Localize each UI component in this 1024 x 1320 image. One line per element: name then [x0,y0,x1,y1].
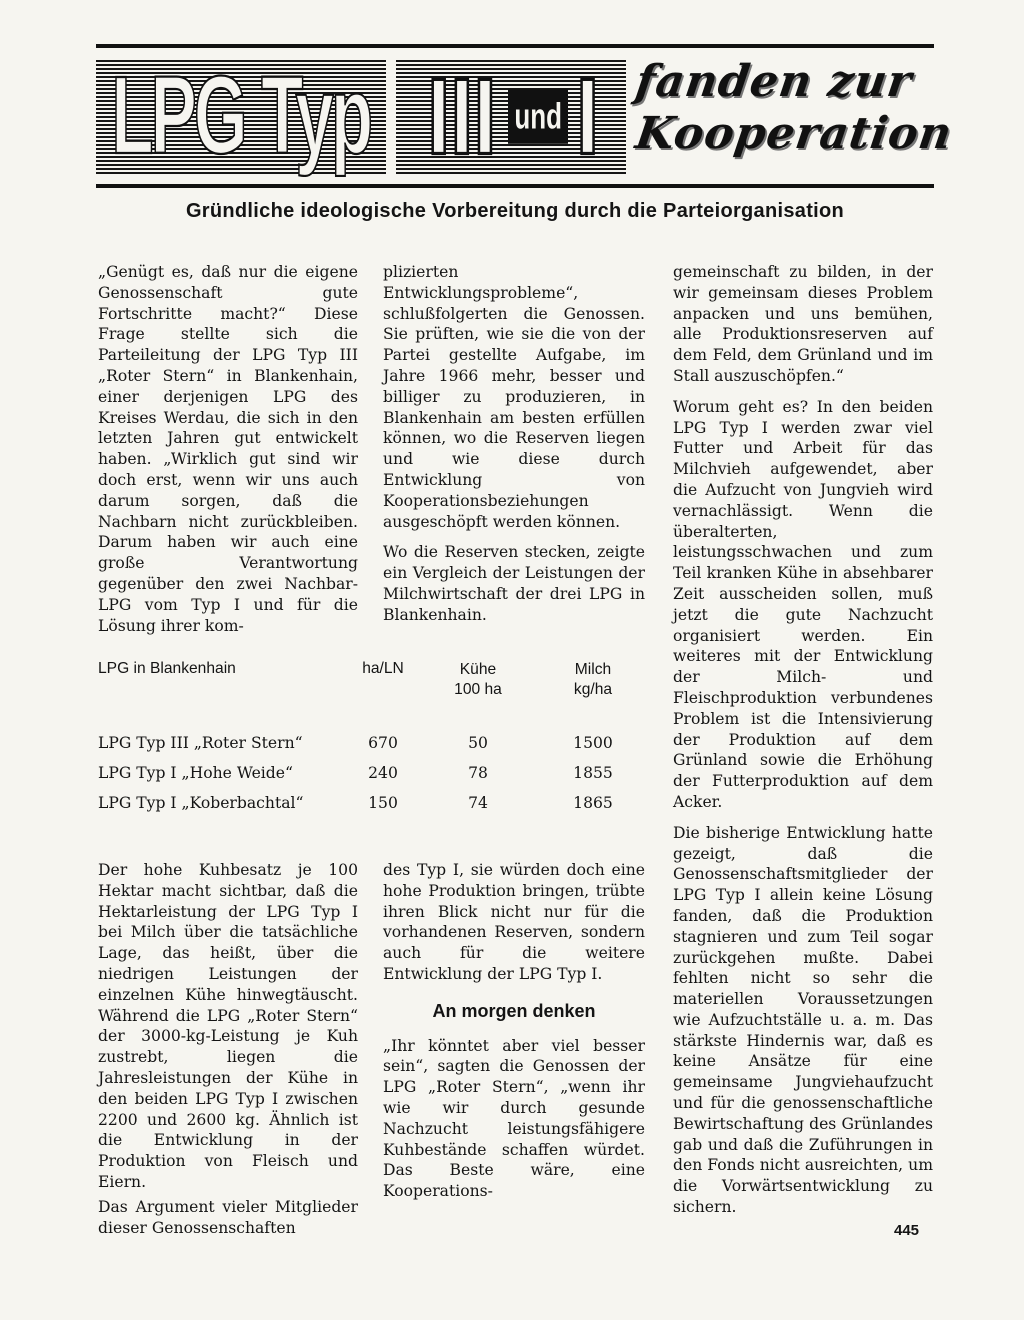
column-1-bottom [98,860,358,1248]
paragraph: des Typ I, sie würden doch eine hohe Produktion bringen, trübte ihren Blick nicht nur für die vorhandenen Reserven, sondern auch für die weitere Entwicklung der LPG Typ I. [383,861,645,983]
header-title-lpg-typ: LPG Typ [111,53,371,177]
header-script-line-2: Kooperation [632,108,956,159]
column-1-top [98,262,358,646]
table-cell-kuehe: 74 [468,794,488,812]
paragraph: „Ihr könntet aber viel besser sein“, sagten die Genossen der LPG „Roter Stern“, „wenn ihr wie wir durch gesunde Nachzucht leistungsfähigere Kuhbestände schaffen würdet. Das Beste wäre, eine Kooperations- [383,1036,645,1201]
table-cell-name: LPG Typ I „Koberbachtal“ [98,794,304,812]
column-2-bottom [383,860,645,1212]
paragraph: gemeinschaft zu bilden, in der wir gemeinsam dieses Problem anpacken und uns bemühen, alle Produktionsreserven auf dem Feld, dem Grünland und im Stall auszuschöpfen.“ [673,263,933,385]
table-header-kuehe [438,660,518,700]
table-cell-milch: 1500 [573,734,613,752]
header-stripe-block-middle [396,54,626,176]
table-cell-name: LPG Typ III „Roter Stern“ [98,734,303,752]
table-row [98,794,638,824]
table-row [98,764,638,794]
table-cell-kuehe: 50 [468,734,488,752]
table-cell-ha: 240 [368,764,398,782]
header-script-line-1: fanden zur [632,56,916,107]
paragraph: plizierten Entwicklungsprobleme“, schlußfolgerten die Genossen. Sie prüften, wie sie die von der Partei gestellte Aufgabe, im Jahre 1966 mehr, besser und billiger zu produzieren, in Blankenhain am besten erfüllen können, wo die Reserven liegen und wie diese durch Entwicklung von Kooperationsbeziehungen ausgeschöpft werden können. [383,263,645,531]
article-header-banner [96,44,956,188]
table-header-name: LPG in Blankenhain [98,660,236,677]
article-subtitle: Gründliche ideologische Vorbereitung durch die Parteiorganisation [185,200,845,222]
table-header-milch-line1: Milch [574,661,612,678]
milk-comparison-table [98,660,638,824]
paragraph: Die bisherige Entwicklung hatte gezeigt, daß die Genossenschaftsmitglieder der LPG Typ I allein keine Lösung fanden, daß die Produktion stagnieren und zum Teil sogar zurückgehen mußte. Dabei fehlten nicht so sehr die materiellen Voraussetzungen wie Aufzuchtställe u. a. m. Das stärkste Hindernis war, daß es keine Ansätze für eine gemeinsame Jungviehaufzucht und für die genossenschaftliche Bewirtschaftung des Grünlandes gab und daß die Zuführungen in den Fonds nicht ausreichten, um die Vorwärtsentwicklung zu sichern. [673,823,933,1217]
paragraph: Worum geht es? In den beiden LPG Typ I werden zwar viel Futter und Arbeit für das Milchvieh aufgewendet, aber die Aufzucht von Jungvieh wird vernachlässigt. Wenn die überalterten, leistungsschwachen und zum Teil kranken Kühe in absehbarer Zeit ausscheiden sollen, muß jetzt die gute Nachzucht organisiert werden. Ein weiteres mit der Entwicklung der Milch- und Fleischproduktion verbundenes Problem ist die Intensivierung der Produktion auf dem Grünland sowie die Erhöhung der Futterproduktion auf dem Acker. [673,397,933,811]
table-cell-name: LPG Typ I „Hohe Weide“ [98,764,293,782]
table-cell-ha: 670 [368,734,398,752]
paragraph: Das Argument vieler Mitglieder dieser Genossenschaften [98,1197,358,1237]
paragraph: „Genügt es, daß nur die eigene Genossenschaft gute Fortschritte macht?“ Diese Frage stellte sich die Parteileitung der LPG Typ III „Roter Stern“ in Blankenhain, einer derjenigen LPG des Kreises Werdau, die sich in den letzten Jahren gut entwickelt haben. „Wirklich gut sind wir doch erst, wenn wir uns auch darum sorgen, daß die Nachbarn nicht zurückbleiben. Darum haben wir auch eine große Verantwortung gegenüber den zwei Nachbar-LPG vom Typ I und für die Lösung ihrer kom- [98,263,358,635]
table-header-milch-line2: kg/ha [573,681,613,698]
header-roman-three: III [426,54,497,176]
table-header-kuehe-line2: 100 ha [454,681,502,698]
table-header-row [98,660,638,708]
header-und-box: und [508,89,568,144]
paragraph: Der hohe Kuhbesatz je 100 Hektar macht sichtbar, daß die Hektarleistung der LPG Typ I bei Milch über die tatsächliche Lage, das heißt, über die niedrigen Leistungen der einzelnen Kühe hinwegtäuscht. Während die LPG „Roter Stern“ der 3000-kg-Leistung je Kuh zustrebt, liegen die Jahresleistungen der Kühe in den beiden LPG Typ I zwischen 2200 und 2600 kg. Ähnlich ist die Entwicklung in der Produktion von Fleisch und Eiern. [98,861,358,1191]
column-3 [673,262,933,1228]
table-cell-milch: 1855 [573,764,613,782]
table-cell-kuehe: 78 [468,764,488,782]
header-roman-one: I [576,54,600,176]
page-number: 445 [894,1222,920,1239]
table-header-kuehe-line1: Kühe [459,661,497,678]
column-2-top [383,262,645,636]
table-row [98,734,638,764]
table-header-milch [548,660,638,700]
section-heading-an-morgen-denken: An morgen denken [432,1000,596,1021]
paragraph: Wo die Reserven stecken, zeigte ein Vergleich der Leistungen der Milchwirtschaft der drei LPG in Blankenhain. [383,543,645,624]
table-cell-milch: 1865 [573,794,613,812]
header-stripe-block-left [96,53,386,177]
header-script-text [632,56,956,176]
table-cell-ha: 150 [368,794,398,812]
table-header-ha: ha/LN [362,660,404,677]
